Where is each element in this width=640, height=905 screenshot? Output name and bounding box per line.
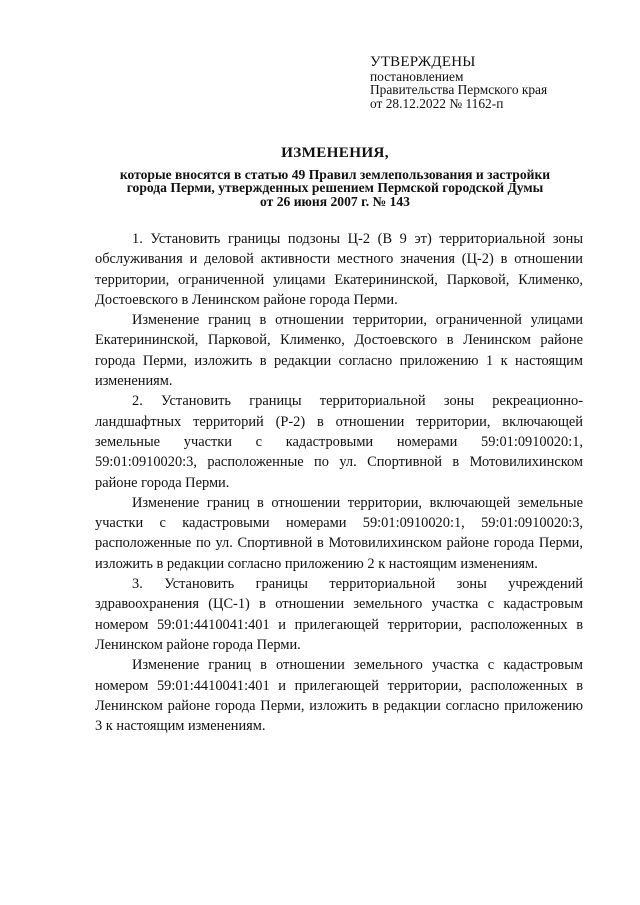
heading-line: которые вносятся в статью 49 Правил землепользования и застройки — [119, 167, 551, 183]
paragraph: Изменение границ в отношении территории, включающей земельные участки с кадастровыми номерами 59:01:0910020:1, 59:01:0910020:3, расположенные по ул. Спортивной в Мотовилихинском районе города Перми, изложить в редакции согласно приложению 2 к настоящим изменениям. — [95, 494, 583, 572]
document-title: ИЗМЕНЕНИЯ, — [281, 144, 389, 161]
approval-title: УТВЕРЖДЕНЫ — [370, 54, 476, 70]
paragraph: Изменение границ в отношении земельного участка с кадастровым номером 59:01:4410041:401 и прилегающей территории, расположенных в Ленинском районе города Перми, изложить в редакции согласно приложению 3 к настоящим изменениям. — [95, 657, 583, 735]
document-heading — [80, 146, 590, 208]
paragraph: 1. Установить границы подзоны Ц-2 (В 9 эт) территориальной зоны обслуживания и деловой активности местного значения (Ц-2) в отношении территории, ограниченной улицами Екатерининской, Парковой, Клименко, Достоевского в Ленинском районе города Перми. — [95, 231, 583, 308]
approval-line: постановлением — [370, 68, 464, 84]
approval-date-number: от 28.12.2022 № 1162-п — [370, 95, 504, 111]
heading-line: города Перми, утвержденных решением Пермской городской Думы — [126, 180, 544, 196]
paragraph: 3. Установить границы территориальной зоны учреждений здравоохранения (ЦС-1) в отношении земельного участка с кадастровым номером 59:01:4410041:401 и прилегающей территории, расположенных в Ленинском районе города Перми. — [95, 576, 583, 653]
approval-stamp — [370, 56, 630, 110]
paragraph: Изменение границ в отношении территории, ограниченной улицами Екатерининской, Парковой, Клименко, Достоевского в Ленинском районе города Перми, изложить в редакции согласно приложению 1 к настоящим изменениям. — [95, 312, 583, 390]
heading-line: от 26 июня 2007 г. № 143 — [260, 193, 410, 209]
approval-line: Правительства Пермского края — [370, 82, 548, 98]
document-body — [95, 229, 583, 736]
paragraph: 2. Установить границы территориальной зоны рекреационно-ландшафтных территорий (Р-2) в отношении территории, включающей земельные участки с кадастровыми номерами 59:01:0910020:1, 59:01:0910020:3, расположенные по ул. Спортивной в Мотовилихинском районе города Перми. — [95, 393, 583, 491]
